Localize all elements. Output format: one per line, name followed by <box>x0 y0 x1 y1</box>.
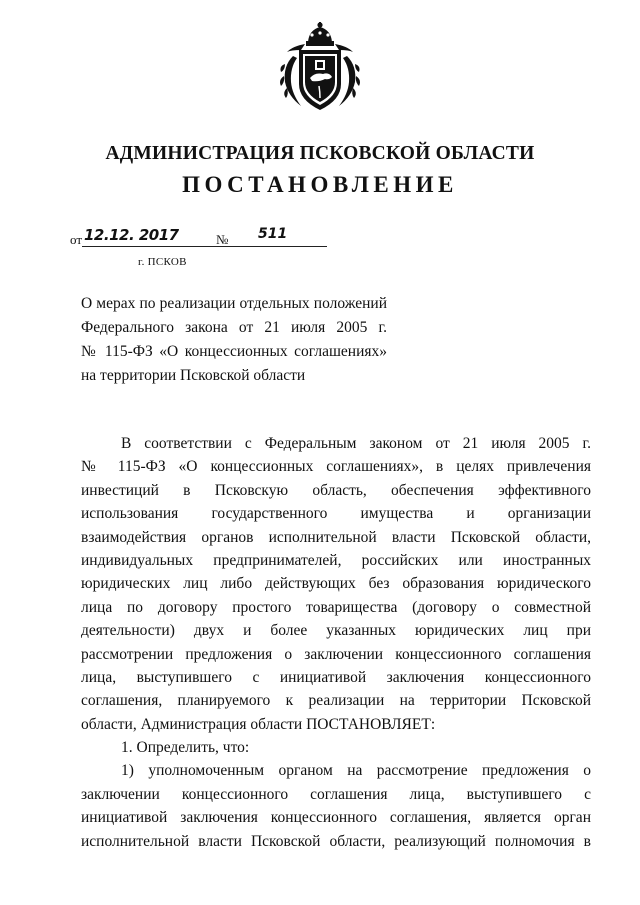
city-label: г. ПСКОВ <box>138 256 187 268</box>
subject-line: О мерах по реализации отдельных положений <box>81 295 387 312</box>
subject-line: № 115-ФЗ «О концессионных соглашениях» <box>81 343 387 360</box>
body-line: деятельности) двух и более указанных юридических лиц при <box>81 622 591 640</box>
handwritten-date: 12.12. 2017 <box>84 226 179 244</box>
body-line: В соответствии с Федеральным законом от 21 июля 2005 г. <box>121 435 591 452</box>
body-line: взаимодействия органов исполнительной власти Псковской области, <box>81 528 591 546</box>
body-line: использования государственного имущества и организации <box>81 505 591 523</box>
body-line: инвестиций в Псковскую область, обеспечения эффективного <box>81 481 591 499</box>
body-line: 1) уполномоченным органом на рассмотрение предложения о <box>121 762 591 780</box>
body-line: 1. Определить, что: <box>121 739 250 757</box>
body-line: заключении концессионного соглашения лица, выступившего с <box>81 785 591 803</box>
body-line: инициативой заключения концессионного соглашения, является орган <box>81 809 591 827</box>
body-line: лица, выступившего с инициативой заключения концессионного <box>81 668 591 686</box>
body-line: индивидуальных предпринимателей, российских или иностранных <box>81 551 591 569</box>
date-number-line <box>70 226 288 248</box>
subject-block <box>81 292 387 388</box>
date-prefix: от <box>70 232 83 247</box>
document-type-title: ПОСТАНОВЛЕНИЕ <box>182 172 458 197</box>
number-label: № <box>216 232 229 247</box>
subject-line: на территории Псковской области <box>81 367 306 384</box>
body-line: соглашения, планируемого к реализации на территории Псковской <box>81 692 591 710</box>
body-text <box>81 432 591 853</box>
handwritten-number: 511 <box>258 226 288 242</box>
body-line: области, Администрация области ПОСТАНОВЛЯЕТ: <box>81 715 436 733</box>
body-line: рассмотрении предложения о заключении концессионного соглашения <box>81 645 591 663</box>
body-line: № 115-ФЗ «О концессионных соглашениях», в целях привлечения <box>81 458 591 476</box>
body-line: лица по договору простого товарищества (договору о совместной <box>81 598 591 616</box>
organization-title: АДМИНИСТРАЦИЯ ПСКОВСКОЙ ОБЛАСТИ <box>105 143 535 164</box>
body-line: исполнительной власти Псковской области, реализующий полномочия в <box>81 832 591 850</box>
pskov-region-coat-of-arms-icon <box>279 22 361 114</box>
subject-line: Федерального закона от 21 июля 2005 г. <box>81 319 387 336</box>
body-line: юридических лиц либо действующих без образования юридического <box>81 575 591 593</box>
date-number-underline <box>82 246 327 247</box>
